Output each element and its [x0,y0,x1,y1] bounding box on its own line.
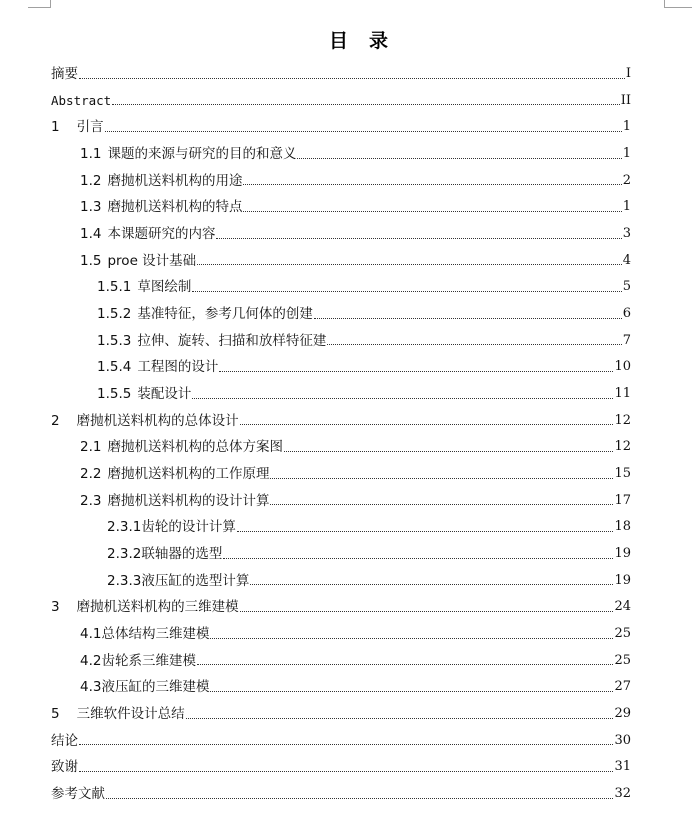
dot-leader [192,291,621,292]
toc-entry-2-3-2[interactable] [107,541,631,567]
toc-entry-label: 拉伸、旋转、扫描和放样特征建 [137,332,327,349]
toc-entry-label: 三维软件设计总结 [76,706,185,722]
toc-entry-label: 磨抛机送料机构的总体方案图 [107,439,283,456]
toc-entry-2-1[interactable] [80,434,631,460]
toc-entry-page: 1 [622,146,631,161]
toc-entry-page: 12 [614,439,631,455]
toc-entry-label: 参考文献 [51,786,105,802]
toc-entry-1-4[interactable] [80,221,631,247]
toc-entry-1-1[interactable] [80,141,631,167]
toc-entry-page: 18 [614,519,631,535]
toc-entry-chapter-3[interactable] [51,594,631,620]
toc-entry-conclusion[interactable] [51,728,631,754]
toc-entry-label: 草图绘制 [137,279,192,296]
toc-entry-page: 27 [614,679,631,695]
toc-entry-number: 2.1 [80,439,102,456]
toc-entry-label: 齿轮系三维建模 [101,652,196,669]
toc-entry-1-5-4[interactable] [97,354,631,380]
toc-entry-page: 11 [614,386,631,401]
dot-leader [216,238,621,239]
toc-entry-4-2[interactable] [80,648,631,674]
dot-leader [112,104,620,105]
toc-entry-label: 磨抛机送料机构的总体设计 [76,412,239,429]
dot-leader [210,638,613,639]
toc-entry-label: Abstract [51,92,112,108]
toc-entry-page: 1 [622,199,631,215]
page-corner-mark-top-left [28,0,51,8]
toc-entry-chapter-2[interactable] [51,408,631,434]
toc-entry-label: 磨抛机送料机构的设计计算 [107,492,270,509]
toc-entry-page: 2 [622,172,631,188]
toc-entry-number: 1.5.3 [97,332,132,349]
toc-entry-page: 10 [614,359,631,375]
dot-leader [186,718,614,719]
toc-entry-number: 2.3.3 [107,572,142,589]
toc-entry-number: 2.3 [80,492,102,509]
dot-leader [223,558,613,559]
toc-entry-number: 2.2 [80,466,102,482]
toc-entry-page: 25 [614,626,631,641]
toc-entry-label: 总体结构三维建模 [101,626,210,642]
dot-leader [79,78,625,79]
dot-leader [106,798,613,799]
toc-entry-2-3-1[interactable] [107,514,631,540]
toc-entry-2-2[interactable] [80,461,631,487]
toc-entry-label: 磨抛机送料机构的特点 [107,199,243,216]
dot-leader [327,344,621,345]
dot-leader [314,318,622,319]
toc-entry-number: 1.5.1 [97,279,132,296]
toc-entry-number: 2 [51,412,60,429]
toc-entry-label: 齿轮的设计计算 [141,519,236,536]
toc-entry-1-2[interactable] [80,168,631,194]
toc-entry-label: 引言 [76,119,104,136]
toc-entry-page: 29 [614,706,631,721]
toc-entry-page: 32 [614,786,631,801]
toc-entry-page: 6 [622,306,631,321]
dot-leader [197,264,622,265]
toc-entry-number: 1.1 [80,146,102,162]
toc-entry-number: 4.3 [80,679,102,696]
toc-entry-label: 基准特征，参考几何体的创建 [137,306,313,322]
toc-entry-label: 液压缸的选型计算 [141,572,250,589]
dot-leader [250,584,613,585]
toc-entry-2-3-3[interactable] [107,568,631,594]
toc-entry-page: 12 [614,412,631,428]
dot-leader [219,371,613,372]
dot-leader [297,158,621,159]
dot-leader [240,424,614,425]
toc-entry-page: 19 [614,546,631,561]
toc-entry-number: 3 [51,599,60,616]
toc-entry-page: 1 [622,119,631,135]
dot-leader [243,184,621,185]
toc-entry-1-5[interactable] [80,248,631,274]
toc-entry-number: 1.5 [80,252,102,269]
toc-entry-1-5-2[interactable] [97,301,631,327]
dot-leader [240,611,614,612]
toc-entry-chapter-1[interactable] [51,114,631,140]
toc-entry-page: 3 [622,226,631,241]
toc-entry-label: proe 设计基础 [107,252,197,269]
toc-entry-label: 磨抛机送料机构的用途 [107,172,243,189]
toc-entry-number: 2.3.1 [107,519,142,536]
toc-entry-page: 17 [614,492,631,508]
toc-entry-label: 联轴器的选型 [141,546,223,562]
dot-leader [197,664,613,665]
toc-entry-label: 工程图的设计 [137,359,219,376]
toc-entry-page: 5 [622,279,631,295]
toc-entry-1-5-1[interactable] [97,274,631,300]
toc-entry-number: 1.5.5 [97,386,132,402]
toc-entry-page: 15 [614,466,631,481]
toc-entry-1-5-3[interactable] [97,328,631,354]
toc-entry-number: 4.1 [80,626,102,642]
toc-entry-label: 结论 [51,732,78,749]
toc-entry-label: 磨抛机送料机构的三维建模 [76,599,239,616]
toc-entry-label: 致谢 [51,759,78,776]
toc-entry-label: 本课题研究的内容 [107,226,216,242]
toc-entry-page: 25 [614,652,631,668]
toc-entry-label: 磨抛机送料机构的工作原理 [107,466,270,482]
toc-entry-abstract-en[interactable] [51,88,631,114]
dot-leader [243,211,621,212]
toc-entry-number: 1.2 [80,172,102,189]
dot-leader [79,771,613,772]
dot-leader [79,744,613,745]
toc-entry-number: 2.3.2 [107,546,142,562]
toc-entry-page: 30 [614,732,631,748]
toc-entry-number: 1.3 [80,199,102,216]
toc-entry-number: 1.5.4 [97,359,132,376]
toc-entry-page: 31 [614,759,631,775]
dot-leader [284,451,613,452]
toc-entry-acknowledgements[interactable] [51,754,631,780]
dot-leader [210,691,613,692]
toc-entry-page: 19 [614,572,631,588]
toc-entry-page: II [620,92,631,108]
toc-entry-label: 装配设计 [137,386,192,402]
toc-entry-1-3[interactable] [80,194,631,220]
toc-entry-page: 24 [614,599,631,615]
toc-entry-chapter-5[interactable] [51,701,631,727]
dot-leader [270,504,613,505]
toc-entry-number: 1 [51,119,60,136]
dot-leader [270,478,613,479]
toc-entry-4-3[interactable] [80,674,631,700]
toc-entry-label: 摘要 [51,66,78,82]
toc-entry-number: 4.2 [80,652,102,669]
toc-entry-number: 5 [51,706,60,722]
dot-leader [105,131,622,132]
toc-entry-number: 1.4 [80,226,102,242]
toc-entry-label: 液压缸的三维建模 [101,679,210,696]
toc-title: 目 录 [328,30,389,52]
toc-entry-2-3[interactable] [80,488,631,514]
page-corner-mark-top-right [664,0,692,8]
toc-entry-page: 7 [622,332,631,348]
toc-entry-label: 课题的来源与研究的目的和意义 [107,146,297,162]
toc-entry-1-5-5[interactable] [97,381,631,407]
dot-leader [237,531,614,532]
toc-entry-references[interactable] [51,781,631,807]
toc-entry-number: 1.5.2 [97,306,132,322]
toc-entry-page: 4 [622,252,631,268]
toc-entry-4-1[interactable] [80,621,631,647]
toc-entry-page: I [625,66,631,81]
toc-entry-abstract-cn[interactable] [51,61,631,87]
dot-leader [192,398,613,399]
